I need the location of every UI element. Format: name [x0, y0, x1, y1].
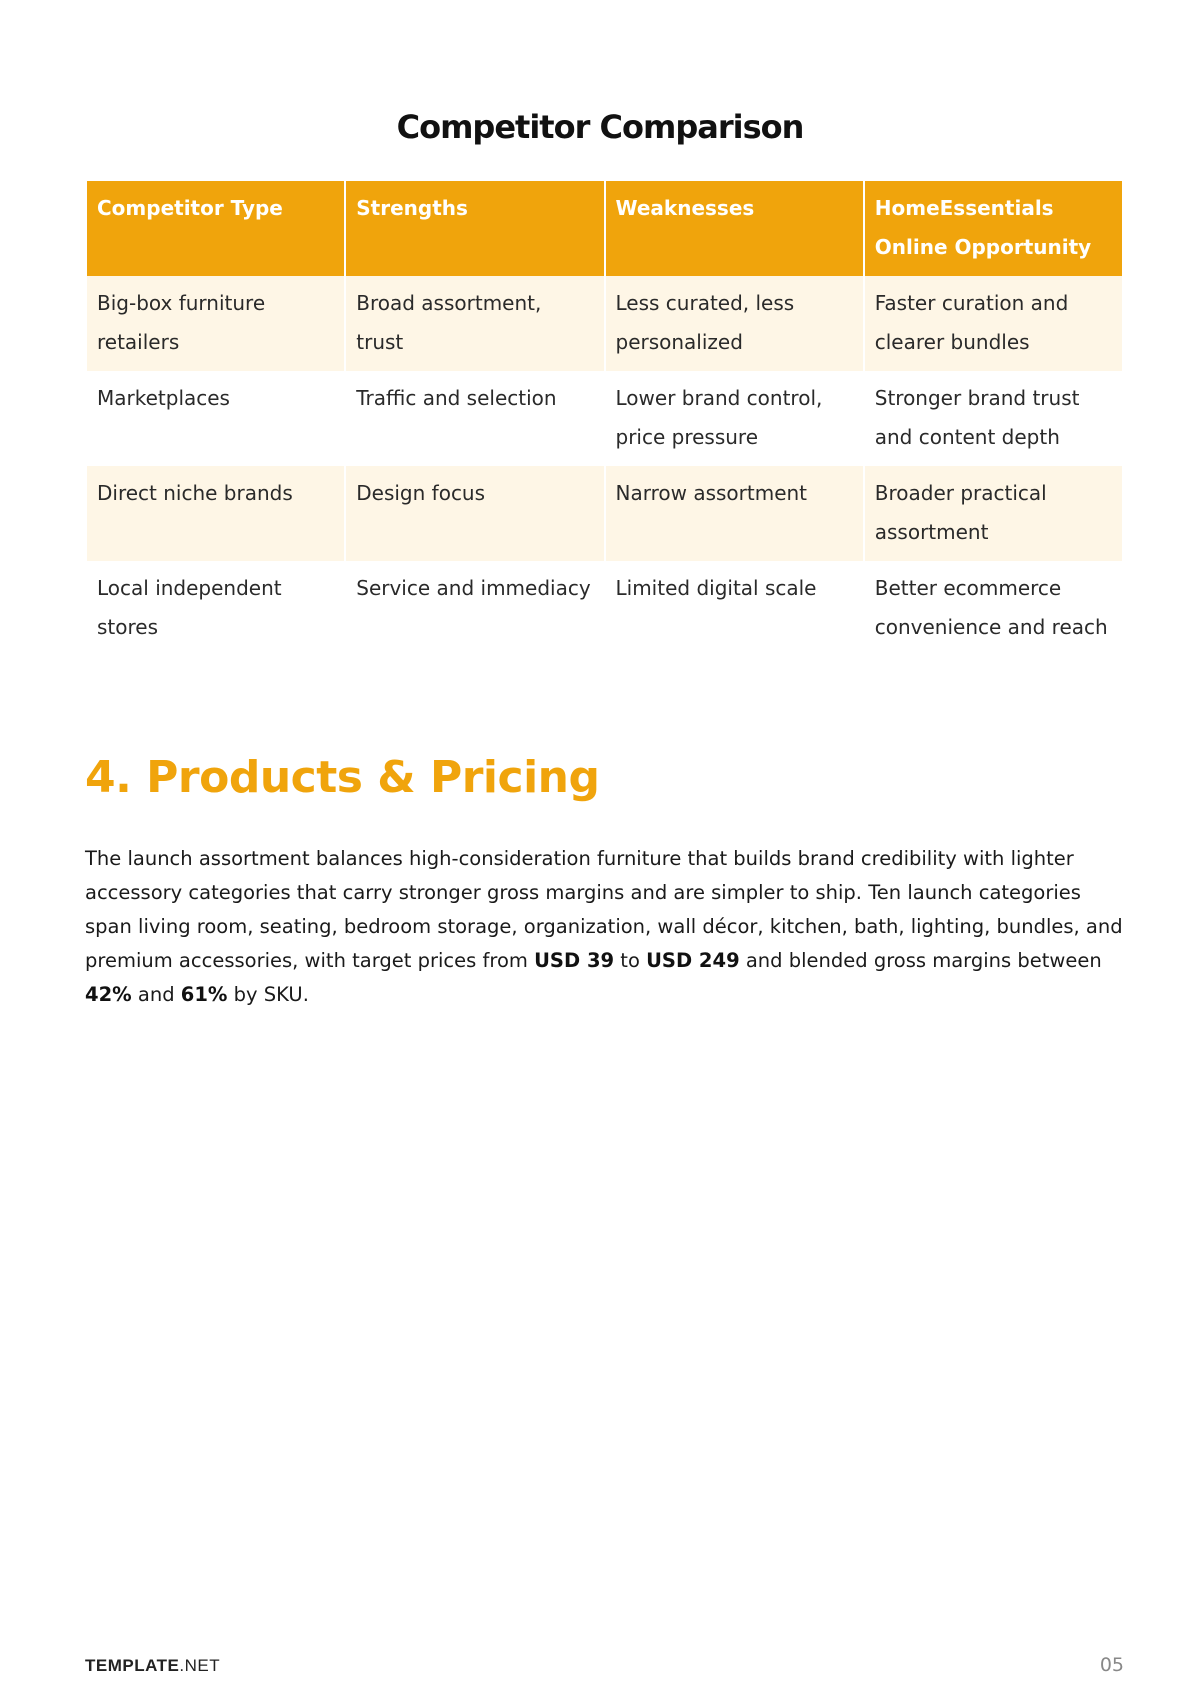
table-cell: Narrow assortment: [605, 466, 864, 561]
para-text: The launch assortment balances high-consideration furniture that builds brand credibility with lighter accessory categories that carry stronger gross margins and are simpler to ship. Ten launch categories span living room, seating, bedroom storage, organization, wall décor, kitchen, bath, lighting, bundles, and premium accessories, with target prices from: [85, 847, 1123, 972]
footer-brand-logo: [85, 1656, 220, 1676]
table-row: [86, 276, 1123, 371]
table-row: [86, 466, 1123, 561]
table-cell: Direct niche brands: [86, 466, 345, 561]
table-cell: Marketplaces: [86, 371, 345, 466]
table-cell: Stronger brand trust and content depth: [864, 371, 1123, 466]
section-heading: 4. Products & Pricing: [85, 752, 600, 803]
price-max: USD 249: [646, 949, 740, 972]
table-header-row: [86, 181, 1123, 276]
price-min: USD 39: [534, 949, 615, 972]
header-competitor-type: Competitor Type: [86, 181, 345, 276]
table-row: [86, 371, 1123, 466]
margin-min: 42%: [85, 983, 132, 1006]
brand-rest: .NET: [179, 1656, 221, 1675]
table-cell: Broader practical assortment: [864, 466, 1123, 561]
table-cell: Limited digital scale: [605, 561, 864, 656]
table-cell: Traffic and selection: [345, 371, 604, 466]
body-paragraph: [85, 842, 1125, 1012]
table-cell: Service and immediacy: [345, 561, 604, 656]
para-text: to: [614, 949, 647, 972]
header-strengths: Strengths: [345, 181, 604, 276]
para-text: by SKU.: [227, 983, 309, 1006]
table-cell: Big-box furniture retailers: [86, 276, 345, 371]
table-cell: Lower brand control, price pressure: [605, 371, 864, 466]
table-cell: Local independent stores: [86, 561, 345, 656]
header-opportunity: HomeEssentials Online Opportunity: [864, 181, 1123, 276]
brand-bold: TEMPLATE: [85, 1656, 180, 1675]
page-number: 05: [1099, 1654, 1124, 1676]
table-row: [86, 561, 1123, 656]
table-cell: Less curated, less personalized: [605, 276, 864, 371]
header-weaknesses: Weaknesses: [605, 181, 864, 276]
para-text: and: [131, 983, 181, 1006]
competitor-comparison-table: [85, 181, 1124, 656]
table-cell: Better ecommerce convenience and reach: [864, 561, 1123, 656]
table-cell: Design focus: [345, 466, 604, 561]
table-title: Competitor Comparison: [396, 108, 804, 146]
table-cell: Broad assortment, trust: [345, 276, 604, 371]
table-cell: Faster curation and clearer bundles: [864, 276, 1123, 371]
margin-max: 61%: [180, 983, 228, 1006]
para-text: and blended gross margins between: [739, 949, 1102, 972]
